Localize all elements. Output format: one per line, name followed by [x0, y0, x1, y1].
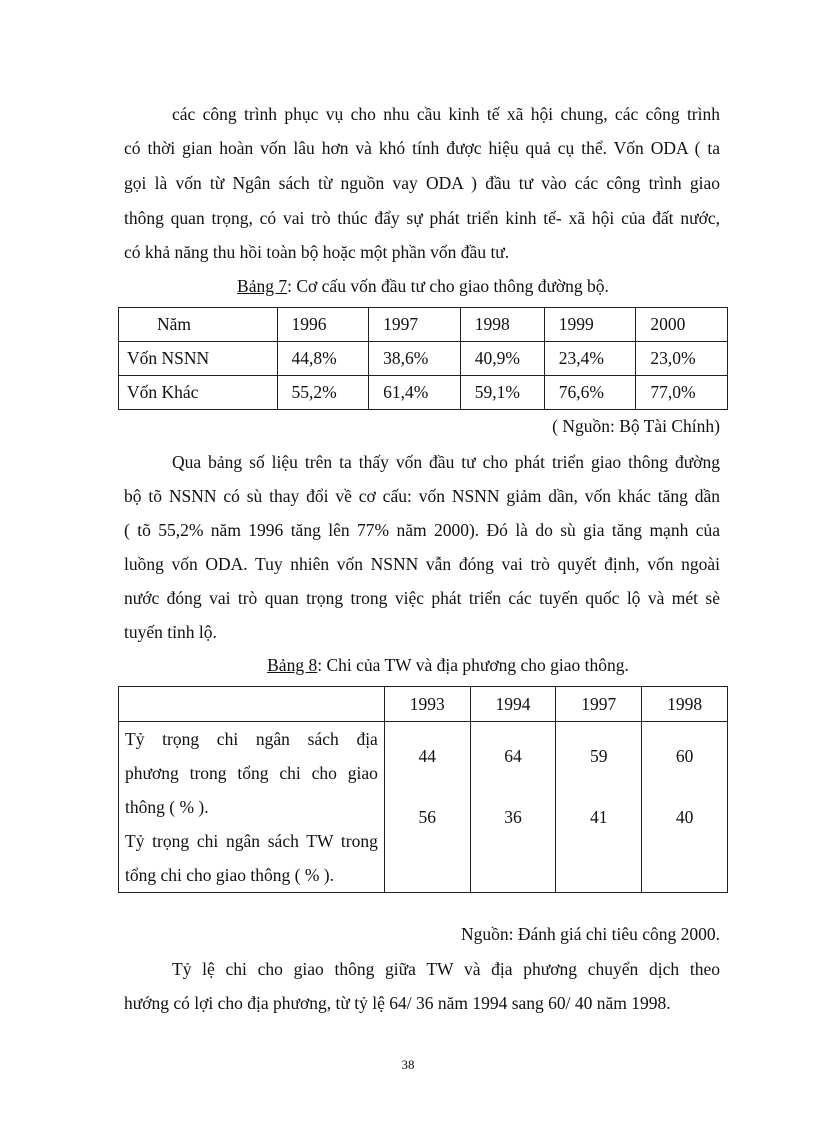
table8-caption-label: Bảng 8 — [267, 655, 318, 675]
table8-header-cell: 1997 — [556, 687, 642, 722]
table8-label-line: Tỷ trọng chi ngân sách địa — [125, 729, 378, 749]
para2-line-4: luồng vốn ODA. Tuy nhiên vốn NSNN vẫn đóng vai trò quyết định, vốn ngoài — [124, 554, 720, 574]
table8-cell — [556, 722, 642, 893]
table7-cell: 23,0% — [636, 342, 728, 376]
table8-local-value: 44 — [418, 746, 436, 766]
table7-cell: 61,4% — [369, 376, 461, 410]
table8-header-cell: 1993 — [384, 687, 470, 722]
table7-header-cell: 1997 — [369, 308, 461, 342]
table7-cell: 59,1% — [460, 376, 544, 410]
table8-local-value: 64 — [504, 746, 522, 766]
table7-header-cell: 1999 — [544, 308, 636, 342]
table8-label-line: Tỷ trọng chi ngân sách TW trong — [125, 831, 378, 851]
table7-row-label: Vốn Khác — [119, 376, 278, 410]
para2-line-1: Qua bảng số liệu trên ta thấy vốn đầu tư cho phát triển giao thông đường — [172, 452, 720, 472]
para1-line-1: các công trình phục vụ cho nhu cầu kinh tế xã hội chung, các công trình — [172, 104, 720, 124]
table7-caption — [0, 278, 816, 296]
table7-cell: 55,2% — [277, 376, 369, 410]
para2-line-6: tuyến tỉnh lộ. — [124, 622, 217, 642]
table8-source: Nguồn: Đánh giá chi tiêu công 2000. — [460, 924, 720, 944]
table8-cell — [384, 722, 470, 893]
table8-header-cell: 1998 — [642, 687, 728, 722]
table8-label-line: tổng chi cho giao thông ( % ). — [125, 865, 334, 885]
para3-line-1: Tỷ lệ chi cho giao thông giữa TW và địa phương chuyển dịch theo — [172, 959, 720, 979]
para2-line-2: bộ tõ NSNN có sù thay đổi về cơ cấu: vốn NSNN giảm dần, vốn khác tăng dần — [124, 486, 720, 506]
table8-row-label — [119, 722, 385, 893]
table8-central-value: 36 — [504, 807, 522, 827]
table7-header-cell: Năm — [119, 308, 278, 342]
table7-header-cell: 1996 — [277, 308, 369, 342]
table8-local-value: 59 — [590, 746, 608, 766]
table7-source: ( Nguồn: Bộ Tài Chính) — [552, 416, 720, 436]
table7-header-cell: 1998 — [460, 308, 544, 342]
table8-header-cell: 1994 — [470, 687, 556, 722]
table8-local-value: 60 — [675, 746, 694, 766]
table7-cell: 38,6% — [369, 342, 461, 376]
table8-label-line: thông ( % ). — [125, 797, 209, 817]
table8-label-line: phương trong tổng chi cho giao — [125, 763, 378, 783]
table7-row — [119, 342, 728, 376]
table7-cell: 23,4% — [544, 342, 636, 376]
para1-line-3: gọi là vốn từ Ngân sách từ nguồn vay ODA ) đầu tư vào các công trình giao — [124, 173, 720, 193]
table8-central-value: 41 — [590, 807, 608, 827]
table7-cell: 44,8% — [277, 342, 369, 376]
table7-cell: 77,0% — [636, 376, 728, 410]
table8 — [118, 686, 728, 893]
table8-central-value: 56 — [418, 807, 436, 827]
table8-cell — [642, 722, 728, 893]
table8-caption — [0, 657, 816, 675]
para1-line-4: thông quan trọng, có vai trò thúc đẩy sự phát triển kinh tế- xã hội của đất nước, — [124, 208, 720, 228]
para3-line-2: hướng có lợi cho địa phương, từ tỷ lệ 64/ 36 năm 1994 sang 60/ 40 năm 1998. — [124, 993, 671, 1013]
table7-caption-label: Bảng 7 — [237, 276, 288, 296]
table8-caption-text: : Chi của TW và địa phương cho giao thông. — [317, 655, 629, 675]
para1-line-5: có khả năng thu hồi toàn bộ hoặc một phần vốn đầu tư. — [124, 242, 510, 262]
table7-caption-text: : Cơ cấu vốn đầu tư cho giao thông đường bộ. — [287, 276, 609, 296]
table7-cell: 76,6% — [544, 376, 636, 410]
table7-row — [119, 376, 728, 410]
table7 — [118, 307, 728, 410]
para2-line-3: ( tõ 55,2% năm 1996 tăng lên 77% năm 2000). Đó là do sù gia tăng mạnh của — [124, 520, 720, 540]
table7-cell: 40,9% — [460, 342, 544, 376]
table7-header-row — [119, 308, 728, 342]
table8-cell — [470, 722, 556, 893]
table8-row — [119, 722, 728, 893]
table7-header-cell: 2000 — [636, 308, 728, 342]
page-number: 38 — [401, 1057, 415, 1072]
para1-line-2: có thời gian hoàn vốn lâu hơn và khó tính được hiệu quả cụ thể. Vốn ODA ( ta — [124, 138, 720, 158]
para2-line-5: nước đóng vai trò quan trọng trong việc phát triển các tuyến quốc lộ và mét sè — [124, 588, 720, 608]
table7-row-label: Vốn NSNN — [119, 342, 278, 376]
table8-header-row — [119, 687, 728, 722]
table8-header-cell — [119, 687, 385, 722]
table8-central-value: 40 — [675, 807, 694, 827]
